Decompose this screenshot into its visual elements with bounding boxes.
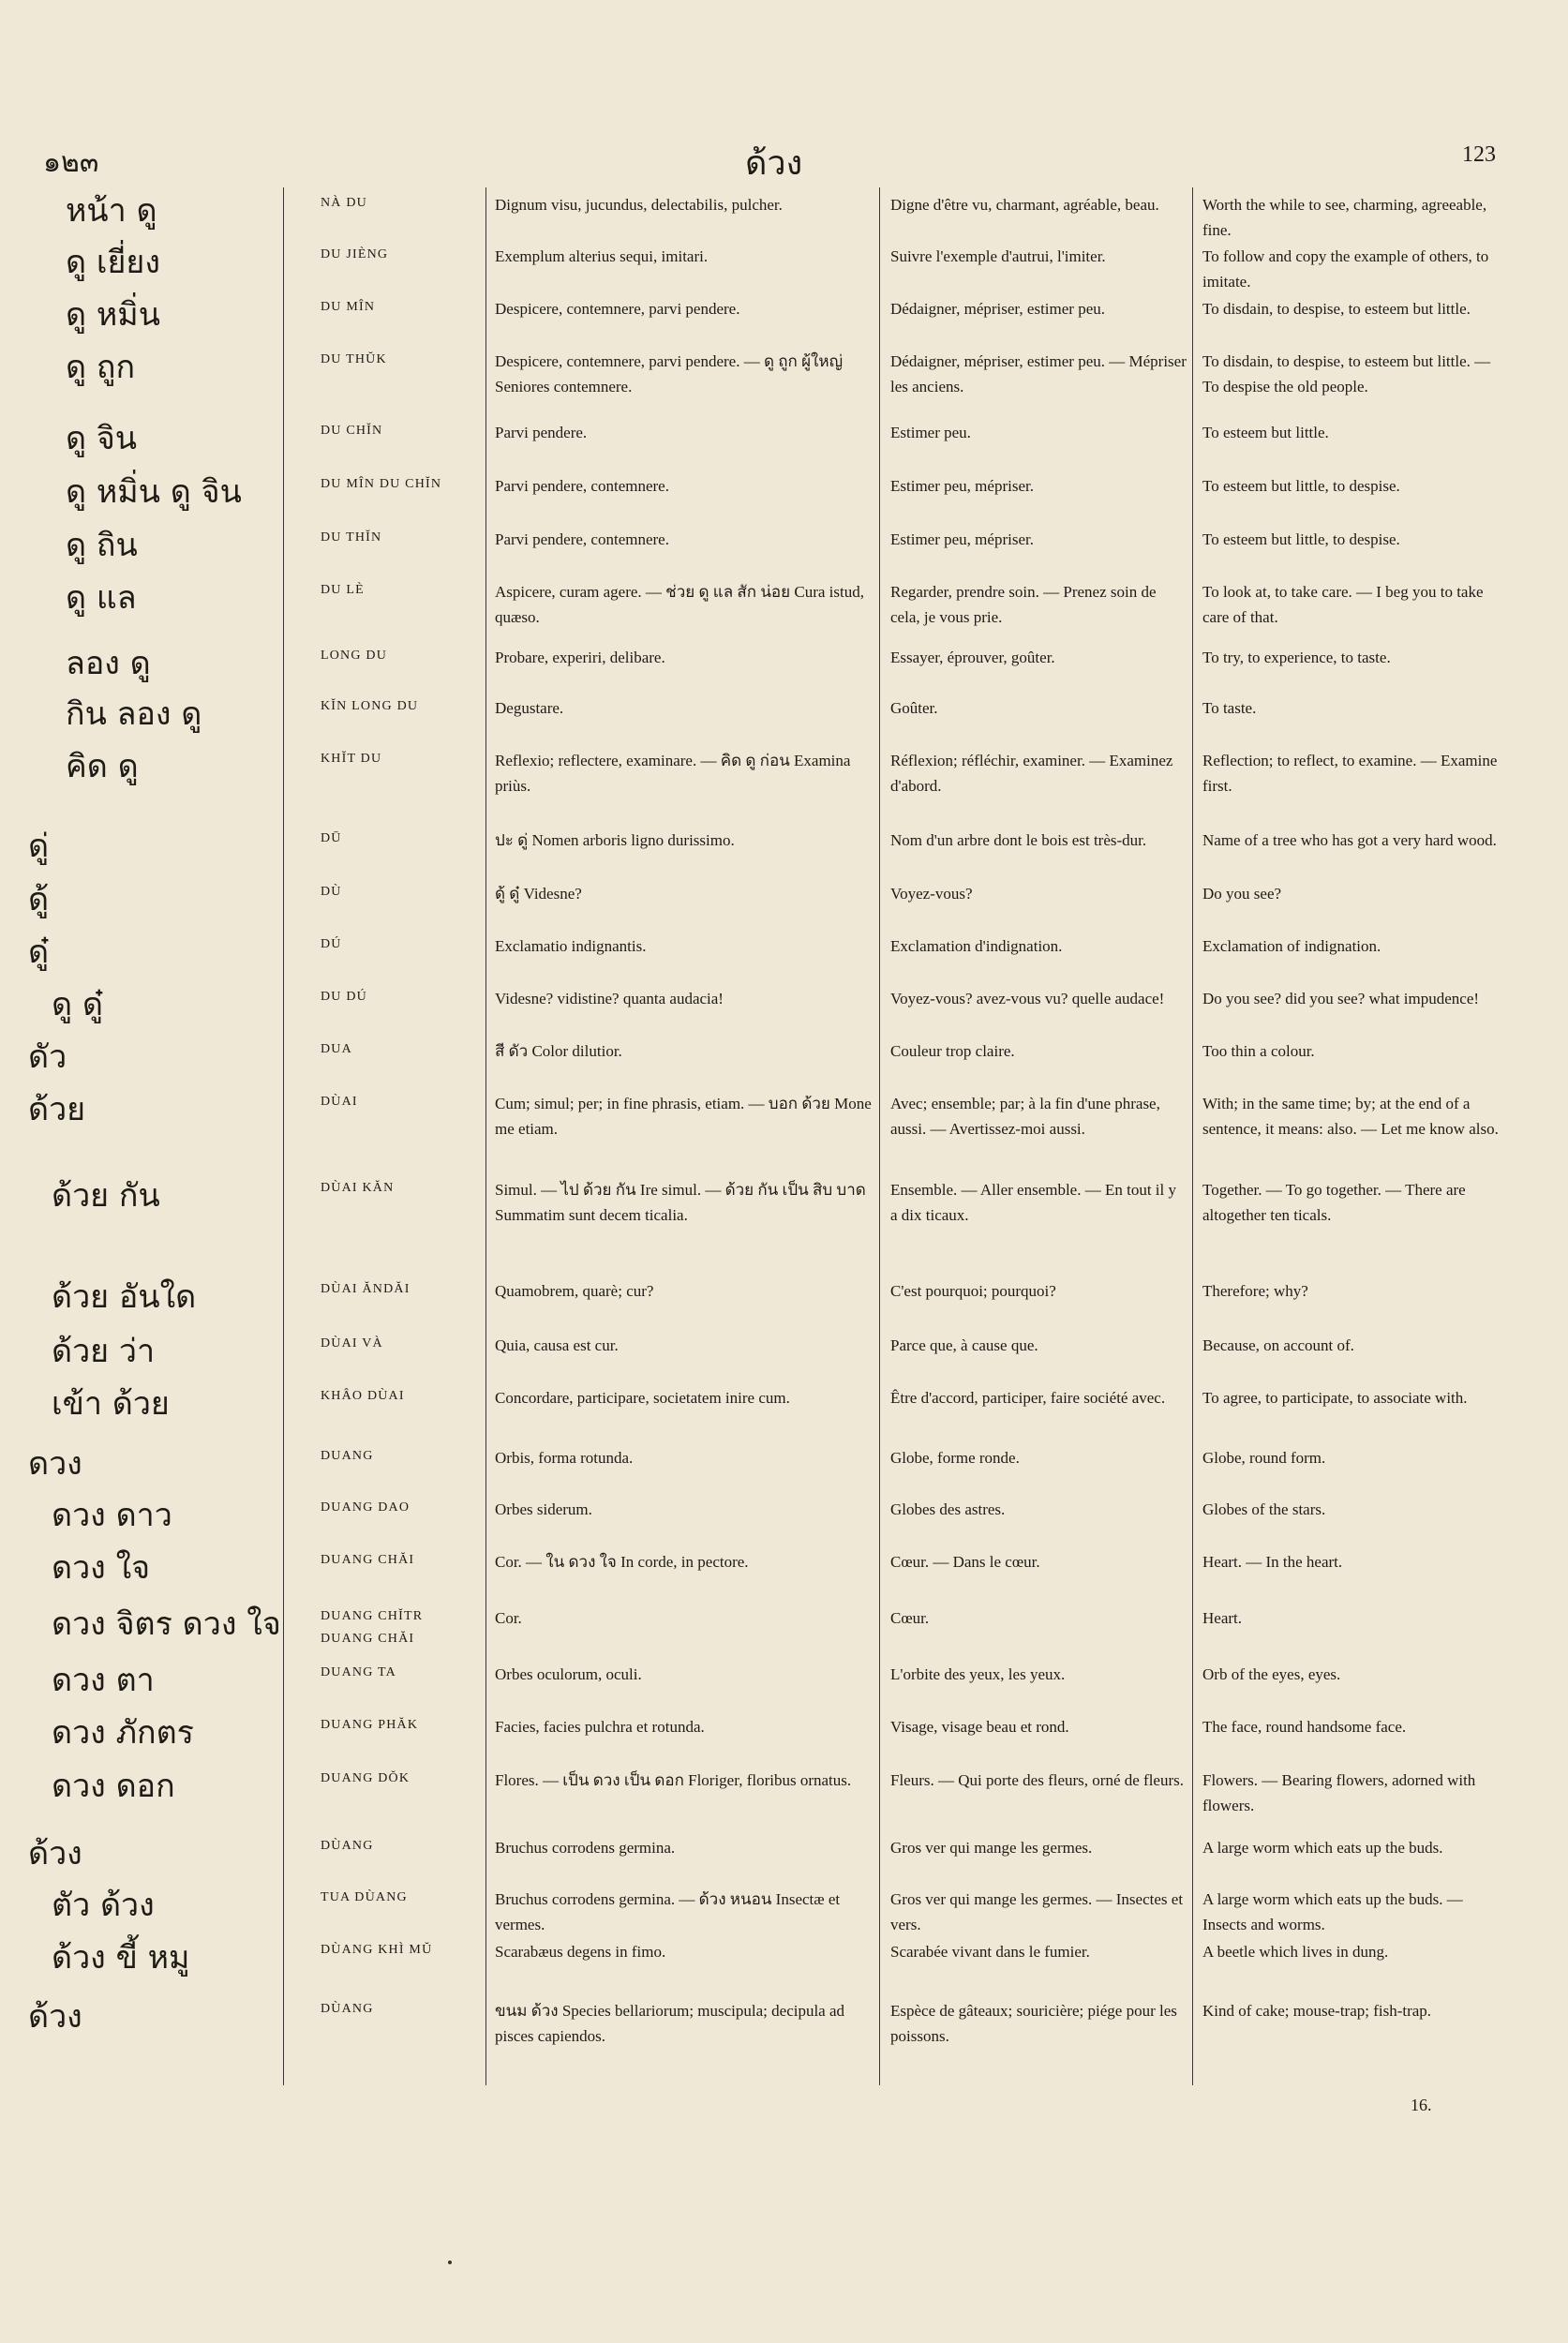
entry-romanization: DÙANG	[321, 1839, 374, 1853]
entry-thai-headword: ดู ดู๋	[52, 986, 103, 1023]
entry-latin: Simul. — ไป ด้วย กัน Ire simul. — ด้วย กัน เป็น สิบ บาด Summatim sunt decem ticalia.	[495, 1181, 866, 1224]
entry-english: Worth the while to see, charming, agreeable, fine.	[1202, 196, 1487, 239]
entry-english: To try, to experience, to taste.	[1202, 649, 1391, 666]
entry-latin: Cum; simul; per; in fine phrasis, etiam. — บอก ด้วย Mone me etiam.	[495, 1095, 872, 1138]
entry-english: To follow and copy the example of others, to imitate.	[1202, 247, 1489, 291]
entry-french: Voyez-vous? avez-vous vu? quelle audace!	[890, 990, 1165, 1007]
entry-french: Nom d'un arbre dont le bois est très-dur.	[890, 831, 1147, 849]
entry-thai-headword: ดวง ภักตร	[52, 1714, 194, 1752]
entry-thai-headword: ดวง ตา	[52, 1662, 155, 1699]
entry-french: Parce que, à cause que.	[890, 1336, 1038, 1354]
entry-english: Flowers. — Bearing flowers, adorned with flowers.	[1202, 1771, 1476, 1814]
entry-latin: Videsne? vidistine? quanta audacia!	[495, 990, 724, 1007]
entry-thai-headword: ดู จิน	[66, 420, 138, 457]
entry-latin: Parvi pendere, contemnere.	[495, 530, 669, 548]
entry-romanization: DU MÎN	[321, 300, 376, 314]
column-rule	[879, 187, 880, 2085]
entry-english: Do you see?	[1202, 885, 1282, 903]
entry-romanization: KHĬT DU	[321, 752, 382, 766]
entry-romanization: DÙAI ĂNDĂI	[321, 1282, 411, 1296]
entry-thai-headword: ดู แล	[66, 579, 137, 617]
entry-french: Dédaigner, mépriser, estimer peu.	[890, 300, 1105, 318]
entry-latin: Facies, facies pulchra et rotunda.	[495, 1718, 705, 1736]
entry-thai-headword: ด้วง ขี้ หมู	[52, 1939, 190, 1977]
entry-romanization: DÙAI	[321, 1095, 358, 1109]
entry-romanization: DUANG CHĂI	[321, 1553, 415, 1567]
entry-thai-headword: หน้า ดู	[66, 192, 157, 230]
entry-latin: Scarabæus degens in fimo.	[495, 1943, 666, 1961]
entry-romanization: DU JIÈNG	[321, 247, 389, 261]
entry-latin: ดู้ ดู๋ Videsne?	[495, 885, 582, 903]
entry-thai-headword: ดู่	[28, 828, 50, 865]
entry-romanization: DÙANG	[321, 2002, 374, 2016]
entry-latin: Probare, experiri, delibare.	[495, 649, 665, 666]
entry-latin: Degustare.	[495, 699, 564, 717]
entry-thai-headword: ด้วย ว่า	[52, 1333, 156, 1370]
entry-french: Regarder, prendre soin. — Prenez soin de cela, je vous prie.	[890, 583, 1157, 626]
entry-latin: Orbis, forma rotunda.	[495, 1449, 634, 1467]
entry-french: Dédaigner, mépriser, estimer peu. — Mépriser les anciens.	[890, 352, 1187, 395]
entry-latin: Cor.	[495, 1609, 522, 1627]
entry-english: A large worm which eats up the buds. — Insects and worms.	[1202, 1890, 1463, 1933]
entry-french: Visage, visage beau et rond.	[890, 1718, 1069, 1736]
entry-french: Gros ver qui mange les germes. — Insectes et vers.	[890, 1890, 1184, 1933]
column-rule	[1192, 187, 1193, 2085]
entry-latin: ขนม ด้วง Species bellariorum; muscipula; decipula ad pisces capiendos.	[495, 2002, 845, 2045]
entry-romanization: DŪ	[321, 831, 342, 845]
entry-english: To agree, to participate, to associate with.	[1202, 1389, 1468, 1407]
column-rule	[485, 187, 486, 2085]
column-rule	[283, 187, 284, 2085]
entry-latin: Quia, causa est cur.	[495, 1336, 619, 1354]
entry-english: To disdain, to despise, to esteem but little.	[1202, 300, 1471, 318]
entry-romanization: DU DÚ	[321, 990, 367, 1004]
entry-thai-headword: เข้า ด้วย	[52, 1385, 170, 1423]
entry-french: Cœur. — Dans le cœur.	[890, 1553, 1040, 1571]
entry-romanization: LONG DU	[321, 649, 388, 663]
entry-french: Espèce de gâteaux; souricière; piége pour les poissons.	[890, 2002, 1177, 2045]
entry-thai-headword: ตัว ด้วง	[52, 1887, 155, 1924]
entry-english: Too thin a colour.	[1202, 1042, 1315, 1060]
entry-french: Exclamation d'indignation.	[890, 937, 1063, 955]
entry-latin: Concordare, participare, societatem inire cum.	[495, 1389, 790, 1407]
entry-latin: Orbes oculorum, oculi.	[495, 1665, 642, 1683]
entry-latin: ปะ ดู่ Nomen arboris ligno durissimo.	[495, 831, 735, 849]
entry-french: Cœur.	[890, 1609, 930, 1627]
entry-english: To esteem but little, to despise.	[1202, 530, 1400, 548]
entry-latin: Dignum visu, jucundus, delectabilis, pulcher.	[495, 196, 783, 214]
entry-thai-headword: ดู ถิน	[66, 527, 138, 564]
entry-latin: Reflexio; reflectere, examinare. — คิด ดู ก่อน Examina priùs.	[495, 752, 851, 795]
entry-english: Do you see? did you see? what impudence!	[1202, 990, 1480, 1007]
entry-french: C'est pourquoi; pourquoi?	[890, 1282, 1056, 1300]
entry-english: Kind of cake; mouse-trap; fish-trap.	[1202, 2002, 1432, 2020]
entry-english: Therefore; why?	[1202, 1282, 1308, 1300]
entry-english: Orb of the eyes, eyes.	[1202, 1665, 1341, 1683]
entry-thai-headword: ลอง ดู	[66, 645, 151, 682]
entry-romanization: DÙANG KHÌ MŬ	[321, 1943, 433, 1957]
entry-french: Globes des astres.	[890, 1500, 1006, 1518]
entry-latin: Bruchus corrodens germina.	[495, 1839, 676, 1857]
entry-latin: Exclamatio indignantis.	[495, 937, 647, 955]
entry-english: A large worm which eats up the buds.	[1202, 1839, 1443, 1857]
entry-english: Heart. — In the heart.	[1202, 1553, 1343, 1571]
stray-dot	[448, 2261, 452, 2264]
entry-romanization: DU THŬK	[321, 352, 387, 366]
entry-romanization: NÀ DU	[321, 196, 367, 210]
entry-french: Gros ver qui mange les germes.	[890, 1839, 1093, 1857]
entry-thai-headword: ดู เยี่ยง	[66, 244, 160, 281]
entry-thai-headword: ด้วย	[28, 1091, 86, 1128]
entry-latin: Aspicere, curam agere. — ช่วย ดู แล สัก น่อย Cura istud, quæso.	[495, 583, 864, 626]
entry-english: To esteem but little.	[1202, 424, 1329, 441]
entry-english: A beetle which lives in dung.	[1202, 1943, 1389, 1961]
entry-latin: Exemplum alterius sequi, imitari.	[495, 247, 709, 265]
entry-thai-headword: คิด ดู	[66, 748, 139, 785]
entry-latin: Cor. — ใน ดวง ใจ In corde, in pectore.	[495, 1553, 749, 1571]
entry-french: L'orbite des yeux, les yeux.	[890, 1665, 1066, 1683]
entry-latin: Despicere, contemnere, parvi pendere. — ดู ถูก ผู้ใหญ่ Seniores contemnere.	[495, 352, 844, 395]
entry-french: Estimer peu, mépriser.	[890, 477, 1034, 495]
entry-french: Couleur trop claire.	[890, 1042, 1015, 1060]
entry-romanization: DU THĬN	[321, 530, 382, 545]
entry-romanization: DÙ	[321, 885, 342, 899]
entry-english: To esteem but little, to despise.	[1202, 477, 1400, 495]
entry-romanization: DÙAI KĂN	[321, 1181, 395, 1195]
page-number: 123	[1462, 142, 1496, 167]
entry-romanization: DUANG DAO	[321, 1500, 411, 1515]
entry-french: Scarabée vivant dans le fumier.	[890, 1943, 1090, 1961]
entry-english: To disdain, to despise, to esteem but little. — To despise the old people.	[1202, 352, 1491, 395]
entry-latin: สี ดัว Color dilutior.	[495, 1042, 622, 1060]
entry-latin: Despicere, contemnere, parvi pendere.	[495, 300, 740, 318]
entry-thai-headword: ดู้	[28, 881, 50, 918]
entry-romanization: DUANG CHĬTR DUANG CHĂI	[321, 1609, 424, 1646]
entry-latin: Parvi pendere, contemnere.	[495, 477, 669, 495]
entry-english: Globe, round form.	[1202, 1449, 1326, 1467]
entry-romanization: DUANG TA	[321, 1665, 396, 1679]
entry-romanization: DÚ	[321, 937, 342, 951]
entry-thai-headword: ดวง ใจ	[52, 1549, 151, 1587]
entry-french: Essayer, éprouver, goûter.	[890, 649, 1055, 666]
entry-english: With; in the same time; by; at the end of a sentence, it means: also. — Let me know also.	[1202, 1095, 1499, 1138]
entry-latin: Quamobrem, quarè; cur?	[495, 1282, 654, 1300]
entry-thai-headword: ด้วย อันใด	[52, 1278, 197, 1316]
signature-mark: 16.	[1411, 2096, 1432, 2114]
entry-french: Être d'accord, participer, faire société avec.	[890, 1389, 1166, 1407]
entry-english: Because, on account of.	[1202, 1336, 1354, 1354]
entry-romanization: DU MÎN DU CHĬN	[321, 477, 442, 491]
entry-french: Réflexion; réfléchir, examiner. — Examinez d'abord.	[890, 752, 1173, 795]
entry-english: Heart.	[1202, 1609, 1243, 1627]
entry-thai-headword: ดวง ดอก	[52, 1768, 175, 1805]
entry-english: The face, round handsome face.	[1202, 1718, 1407, 1736]
entry-romanization: DÙAI VÀ	[321, 1336, 383, 1351]
entry-english: To look at, to take care. — I beg you to take care of that.	[1202, 583, 1484, 626]
entry-french: Globe, forme ronde.	[890, 1449, 1020, 1467]
entry-thai-headword: ดัว	[28, 1038, 67, 1076]
entry-latin: Parvi pendere.	[495, 424, 588, 441]
entry-thai-headword: ดู หมิ่น ดู จิน	[66, 473, 242, 511]
entry-thai-headword: กิน ลอง ดู	[66, 695, 202, 733]
entry-french: Avec; ensemble; par; à la fin d'une phrase, aussi. — Avertissez-moi aussi.	[890, 1095, 1160, 1138]
entry-romanization: KHÂO DÙAI	[321, 1389, 405, 1403]
entry-english: Exclamation of indignation.	[1202, 937, 1381, 955]
entry-romanization: DUANG PHĂK	[321, 1718, 419, 1732]
entry-romanization: DU LÈ	[321, 583, 365, 597]
entry-english: To taste.	[1202, 699, 1257, 717]
entry-thai-headword: ด้วง	[28, 1835, 82, 1873]
entry-thai-headword: ด้วง	[28, 1998, 82, 2036]
entry-latin: Flores. — เป็น ดวง เป็น ดอก Floriger, floribus ornatus.	[495, 1771, 852, 1789]
entry-latin: Orbes siderum.	[495, 1500, 592, 1518]
entry-french: Digne d'être vu, charmant, agréable, beau.	[890, 196, 1159, 214]
entry-romanization: DUANG	[321, 1449, 374, 1463]
entry-thai-headword: ดู๋	[28, 933, 50, 971]
entry-romanization: KĬN LONG DU	[321, 699, 419, 713]
entry-romanization: TUA DÙANG	[321, 1890, 408, 1904]
entry-latin: Bruchus corrodens germina. — ด้วง หนอน Insectæ et vermes.	[495, 1890, 841, 1933]
entry-french: Goûter.	[890, 699, 938, 717]
entry-french: Suivre l'exemple d'autrui, l'imiter.	[890, 247, 1106, 265]
entry-thai-headword: ดู หมิ่น	[66, 296, 160, 334]
entry-thai-headword: ดวง ดาว	[52, 1497, 172, 1534]
running-head: ด้วง	[745, 144, 803, 183]
entry-english: Globes of the stars.	[1202, 1500, 1326, 1518]
entry-thai-headword: ดวง	[28, 1445, 82, 1483]
entry-thai-headword: ดวง จิตร ดวง ใจ	[52, 1605, 281, 1643]
entry-french: Ensemble. — Aller ensemble. — En tout il y a dix ticaux.	[890, 1181, 1177, 1224]
entry-french: Estimer peu, mépriser.	[890, 530, 1034, 548]
entry-romanization: DU CHĬN	[321, 424, 383, 438]
entry-french: Voyez-vous?	[890, 885, 973, 903]
entry-english: Reflection; to reflect, to examine. — Examine first.	[1202, 752, 1498, 795]
entry-romanization: DUA	[321, 1042, 352, 1056]
entry-romanization: DUANG DŎK	[321, 1771, 411, 1785]
entry-thai-headword: ดู ถูก	[66, 349, 136, 386]
page-number-thai: ๑๒๓	[43, 146, 99, 179]
entry-thai-headword: ด้วย กัน	[52, 1177, 160, 1215]
entry-french: Fleurs. — Qui porte des fleurs, orné de fleurs.	[890, 1771, 1185, 1789]
entry-french: Estimer peu.	[890, 424, 971, 441]
entry-english: Together. — To go together. — There are altogether ten ticals.	[1202, 1181, 1466, 1224]
entry-english: Name of a tree who has got a very hard wood.	[1202, 831, 1497, 849]
